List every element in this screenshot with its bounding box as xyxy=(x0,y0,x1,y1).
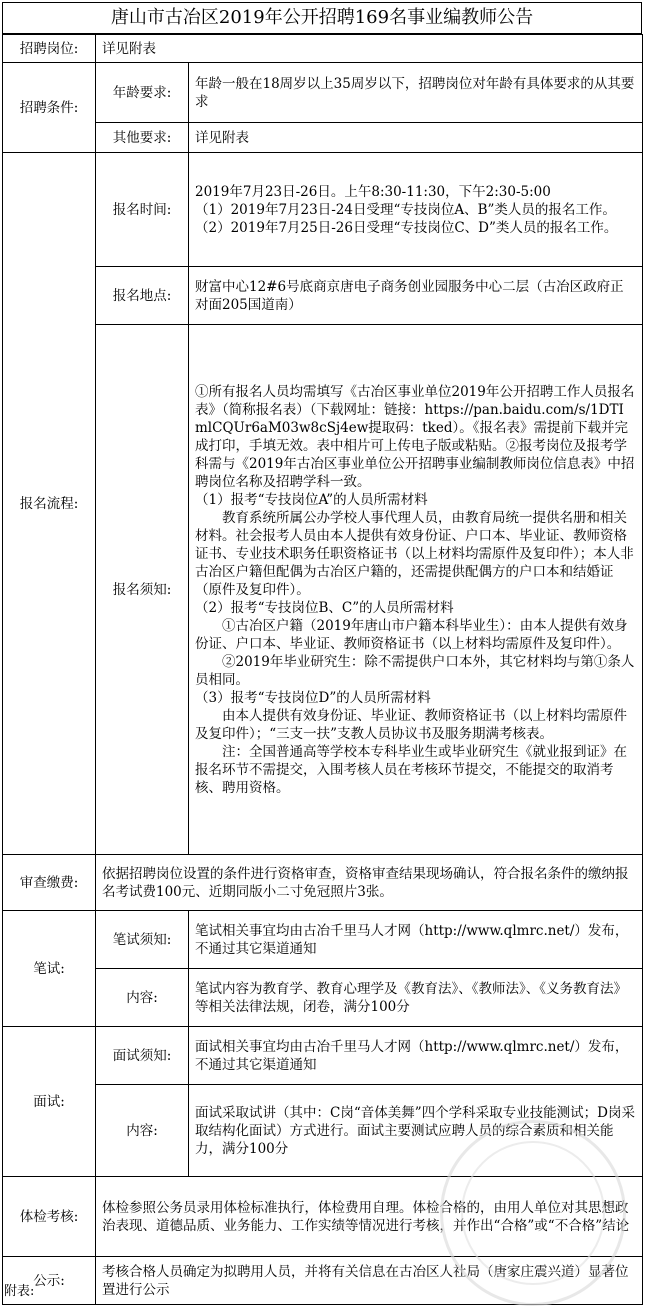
place-label: 报名地点: xyxy=(96,267,189,325)
written-notice-label: 笔试须知: xyxy=(96,911,189,969)
time-line: 2019年7月23日-26日。上午8:30-11:30，下午2:30-5:00 xyxy=(195,183,551,200)
notice-line: 由本人提供有效身份证、毕业证、教师资格证书（以上材料均需原件及复印件）；“三支一扶”支教人员协议书及服务期满考核表。 xyxy=(195,707,627,742)
row-cond-age xyxy=(3,63,643,123)
interview-notice-value: 面试相关事宜均由古冶千里马人才网（http://www.qlmrc.net/）发布，不通过其它渠道通知 xyxy=(189,1027,643,1085)
row-place xyxy=(3,267,643,325)
notice-line: （3）报考“专技岗位D”的人员所需材料 xyxy=(195,689,431,706)
age-label: 年龄要求: xyxy=(96,63,189,123)
interview-content-label: 内容: xyxy=(96,1085,189,1177)
row-written-notice xyxy=(3,911,643,969)
notice-line: 注：全国普通高等学校本专科毕业生或毕业研究生《就业报到证》在报名环节不需提交，入围考核人员在考核环节提交，不能提交的取消考核、聘用资格。 xyxy=(195,743,627,796)
time-value xyxy=(189,153,643,267)
written-content-value: 笔试内容为教育学、教育心理学及《教育法》、《教师法》、《义务教育法》等相关法律法规，闭卷，满分100分 xyxy=(189,969,643,1027)
row-time xyxy=(3,153,643,267)
review-value: 依据招聘岗位设置的条件进行资格审查，资格审查结果现场确认，符合报名条件的缴纳报名考试费100元、近期同版小二寸免冠照片3张。 xyxy=(96,855,643,911)
written-content-label: 内容: xyxy=(96,969,189,1027)
exam-value: 体检参照公务员录用体检标准执行，体检费用自理。体检合格的，由用人单位对其思想政治表现、道德品质、业务能力、工作实绩等情况进行考核，并作出“合格”或“不合格”结论 xyxy=(96,1177,643,1257)
post-label: 招聘岗位: xyxy=(3,35,96,63)
row-written-content xyxy=(3,969,643,1027)
row-review xyxy=(3,855,643,911)
notice-value xyxy=(189,325,643,855)
notice-label: 报名须知: xyxy=(96,325,189,855)
place-value: 财富中心12#6号底商京唐电子商务创业园服务中心二层（古冶区政府正对面205国道南） xyxy=(189,267,643,325)
process-label: 报名流程: xyxy=(3,153,96,855)
watermark-seal xyxy=(440,1120,626,1306)
notice-line: ①古冶区户籍（2019年唐山市户籍本科毕业生）：由本人提供有效身份证、户口本、毕业证、教师资格证书（以上材料均需原件及复印件）。 xyxy=(195,617,628,652)
notice-line: ①所有报名人员均需填写《古冶区事业单位2019年公开招聘工作人员报名表》（简称报名表）（下载网址：链接：https://pan.baidu.com/s/1DTImlCQUr6aM03w8cSj4ew提取码：tked）。《报名表》需提前下载并完成打印，手填无效。表中相片可上传电子版或粘贴。②报考岗位及报考学科需与《2019年古冶区事业单位公开招聘事业编制教师岗位信息表》中招聘岗位名称及招聘学科一致。 xyxy=(195,383,635,490)
row-notice xyxy=(3,325,643,855)
publicity-value: 考核合格人员确定为拟聘用人员，并将有关信息在古冶区人社局（唐家庄震兴道）显著位置进行公示 xyxy=(96,1257,643,1305)
written-label: 笔试: xyxy=(3,911,96,1027)
document-title: 唐山市古冶区2019年公开招聘169名事业编教师公告 xyxy=(2,2,642,34)
time-line: （2）2019年7月25日-26日受理“专技岗位C、D”类人员的报名工作。 xyxy=(195,219,618,236)
time-line: （1）2019年7月23日-24日受理“专技岗位A、B”类人员的报名工作。 xyxy=(195,201,616,218)
appendix-label: 附表: xyxy=(4,1284,35,1299)
other-label: 其他要求: xyxy=(96,123,189,153)
interview-label: 面试: xyxy=(3,1027,96,1177)
row-interview-notice xyxy=(3,1027,643,1085)
announcement-table xyxy=(2,34,643,1305)
age-value: 年龄一般在18周岁以上35周岁以下，招聘岗位对年龄有具体要求的从其要求 xyxy=(189,63,643,123)
cond-label: 招聘条件: xyxy=(3,63,96,153)
interview-content-value: 面试采取试讲（其中：C岗“音体美舞”四个学科采取专业技能测试；D岗采取结构化面试）方式进行。面试主要测试应聘人员的综合素质和相关能力，满分100分 xyxy=(189,1085,643,1177)
row-post xyxy=(3,35,643,63)
publicity-label: 公示: xyxy=(3,1257,96,1305)
exam-label: 体检考核: xyxy=(3,1177,96,1257)
other-value: 详见附表 xyxy=(189,123,643,153)
written-notice-value: 笔试相关事宜均由古冶千里马人才网（http://www.qlmrc.net/）发布，不通过其它渠道通知 xyxy=(189,911,643,969)
notice-line: （1）报考“专技岗位A”的人员所需材料 xyxy=(195,491,428,508)
notice-line: ②2019年毕业研究生：除不需提供户口本外，其它材料均与第①条人员相同。 xyxy=(195,653,635,688)
notice-line: （2）报考“专技岗位B、C”的人员所需材料 xyxy=(195,599,454,616)
row-cond-other xyxy=(3,123,643,153)
post-value: 详见附表 xyxy=(96,35,643,63)
interview-notice-label: 面试须知: xyxy=(96,1027,189,1085)
time-label: 报名时间: xyxy=(96,153,189,267)
notice-line: 教育系统所属公办学校人事代理人员，由教育局统一提供名册和相关材料。社会报考人员由本人提供有效身份证、户口本、毕业证、教师资格证书、专业技术职务任职资格证书（以上材料均需原件及复印件）；本人非古冶区户籍但配偶为古冶区户籍的，还需提供配偶方的户口本和结婚证（原件及复印件）。 xyxy=(195,509,634,598)
review-label: 审查缴费: xyxy=(3,855,96,911)
